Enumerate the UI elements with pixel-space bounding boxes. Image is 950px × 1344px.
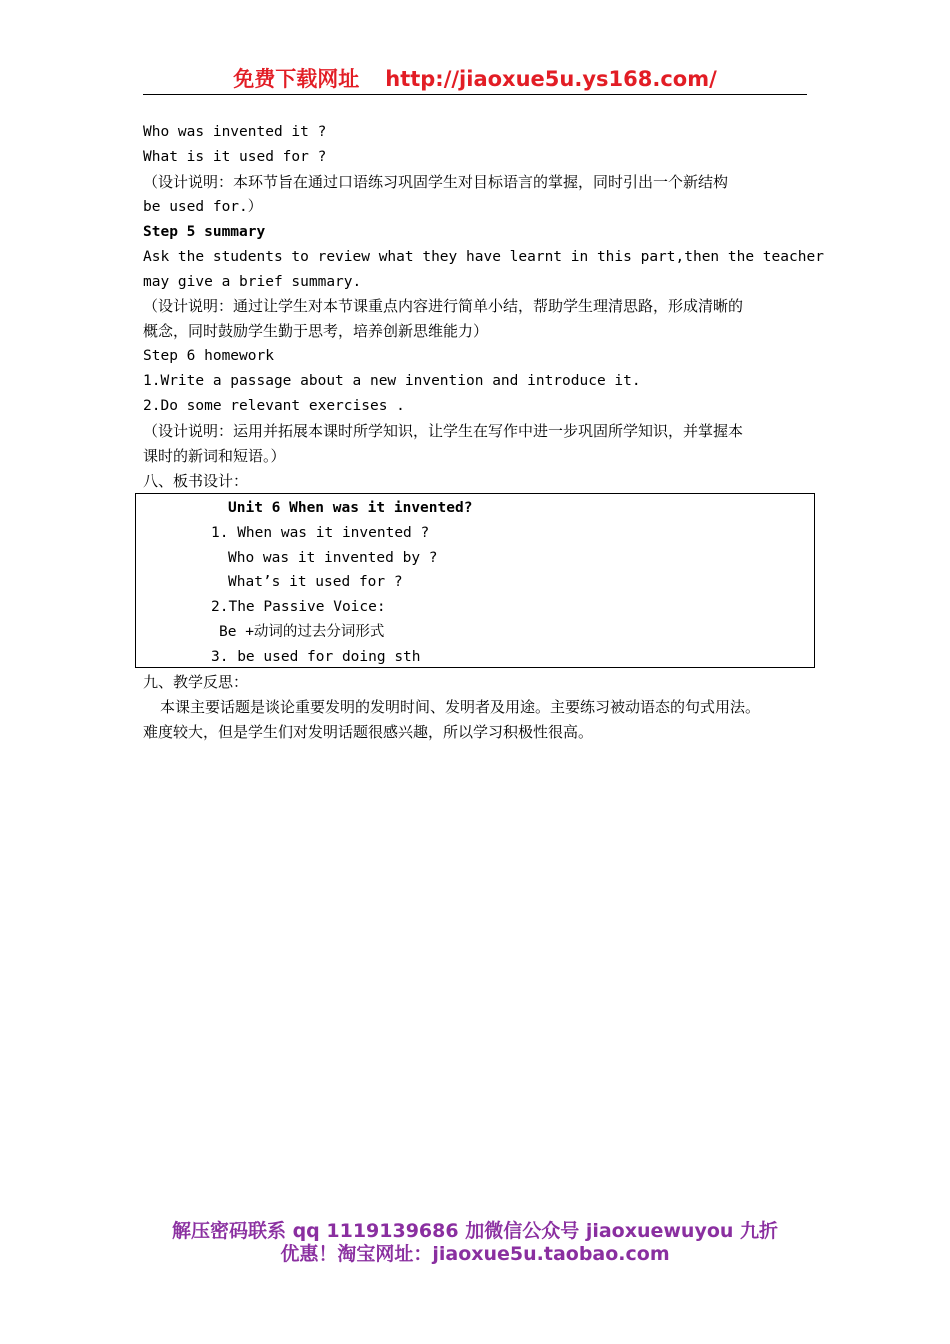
body-line: What is it used for ? xyxy=(143,149,327,165)
header-label: 免费下载网址 xyxy=(233,67,360,91)
body-line: may give a brief summary. xyxy=(143,274,362,290)
body-line: Who was invented it ? xyxy=(143,124,327,140)
footer-contact: 解压密码联系 qq 1119139686 加微信公众号 jiaoxuewuyou 九折 xyxy=(171,1220,779,1242)
section-heading: 八、板书设计： xyxy=(143,472,249,490)
board-line: 1. When was it invented ? xyxy=(211,525,430,541)
body-line: 1.Write a passage about a new invention and introduce it. xyxy=(143,373,641,389)
board-line: Who was it invented by ? xyxy=(228,550,438,566)
footer-shop[interactable]: 优惠！淘宝网址：jiaoxue5u.taobao.com xyxy=(280,1243,670,1265)
body-line: 2.Do some relevant exercises . xyxy=(143,398,405,414)
design-note: （设计说明：运用并拓展本课时所学知识，让学生在写作中进一步巩固所学知识，并掌握本 xyxy=(143,422,744,440)
board-design-box xyxy=(135,493,815,668)
reflection-text: 本课主要话题是谈论重要发明的发明时间、发明者及用途。主要练习被动语态的句式用法。 xyxy=(160,698,761,716)
board-line: 3. be used for doing sth xyxy=(211,649,421,665)
section-heading: 九、教学反思： xyxy=(143,673,249,691)
design-note: 课时的新词和短语。） xyxy=(143,447,286,465)
page-header xyxy=(143,64,807,95)
body-line: be used for.） xyxy=(143,199,263,215)
body-line: Ask the students to review what they have learnt in this part,then the teacher xyxy=(143,249,824,265)
board-line: What’s it used for ? xyxy=(228,574,403,590)
board-title: Unit 6 When was it invented? xyxy=(228,500,473,516)
reflection-text: 难度较大，但是学生们对发明话题很感兴趣，所以学习积极性很高。 xyxy=(143,723,594,741)
design-note: （设计说明：本环节旨在通过口语练习巩固学生对目标语言的掌握，同时引出一个新结构 xyxy=(143,173,729,191)
design-note: （设计说明：通过让学生对本节课重点内容进行简单小结，帮助学生理清思路，形成清晰的 xyxy=(143,297,744,315)
step-heading: Step 5 summary xyxy=(143,224,266,240)
header-url[interactable]: http://jiaoxue5u.ys168.com/ xyxy=(385,67,717,91)
step-heading: Step 6 homework xyxy=(143,348,274,364)
board-line: Be +动词的过去分词形式 xyxy=(219,624,385,640)
design-note: 概念，同时鼓励学生勤于思考，培养创新思维能力） xyxy=(143,322,489,340)
board-line: 2.The Passive Voice: xyxy=(211,599,386,615)
